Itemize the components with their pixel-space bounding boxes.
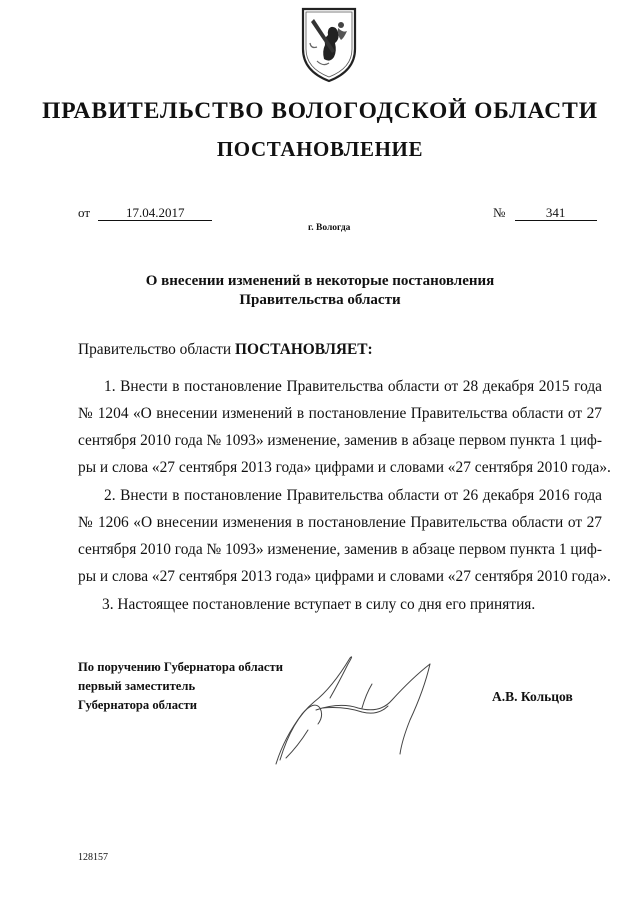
preamble [78,341,373,359]
organization-title: ПРАВИТЕЛЬСТВО ВОЛОГОДСКОЙ ОБЛАСТИ [42,98,598,124]
signer-position-line-1: По поручению Губернатора области [78,660,283,674]
item-1-line-1: 1. Внести в постановление Правительства области от 28 декабря 2015 года [104,378,602,395]
item-2-line-4: ры и слова «27 сентября 2013 года» цифрами и словами «27 сентября 2010 года». [78,568,611,585]
subject-line-2: Правительства области [239,292,401,308]
item-2-line-2: № 1206 «О внесении изменения в постановление Правительства области от 27 [78,514,602,531]
document-subject [0,272,640,310]
date-line [78,205,212,221]
item-2-line-1: 2. Внести в постановление Правительства области от 26 декабря 2016 года [104,487,602,504]
preamble-lead: Правительство области [78,341,235,358]
signer-position [78,658,283,715]
handwritten-signature [262,650,442,768]
document-date: 17.04.2017 [98,205,212,221]
document-code: 128157 [78,852,108,863]
subject-line-1: О внесении изменений в некоторые постановления [145,273,495,289]
item-1-line-3: сентября 2010 года № 1093» изменение, заменив в абзаце первом пункта 1 циф- [78,432,602,449]
item-2-line-3: сентября 2010 года № 1093» изменение, заменив в абзаце первом пункта 1 циф- [78,541,602,558]
number-line [493,205,597,221]
signer-name: А.В. Кольцов [492,689,573,704]
item-1-line-2: № 1204 «О внесении изменений в постановление Правительства области от 27 [78,405,602,422]
document-number: 341 [515,205,597,221]
item-3-line-1: 3. Настоящее постановление вступает в силу со дня его принятия. [102,596,536,613]
item-1-line-4: ры и слова «27 сентября 2013 года» цифрами и словами «27 сентября 2010 года». [78,459,611,476]
signer-position-line-2: первый заместитель [78,679,196,693]
signer-position-line-3: Губернатора области [78,698,198,712]
vologda-coat-of-arms-icon [297,5,361,85]
document-type: ПОСТАНОВЛЕНИЕ [216,137,424,161]
date-prefix: от [78,205,91,220]
preamble-action: ПОСТАНОВЛЯЕТ: [234,341,373,358]
number-prefix: № [493,205,506,220]
city: г. Вологда [308,223,351,233]
